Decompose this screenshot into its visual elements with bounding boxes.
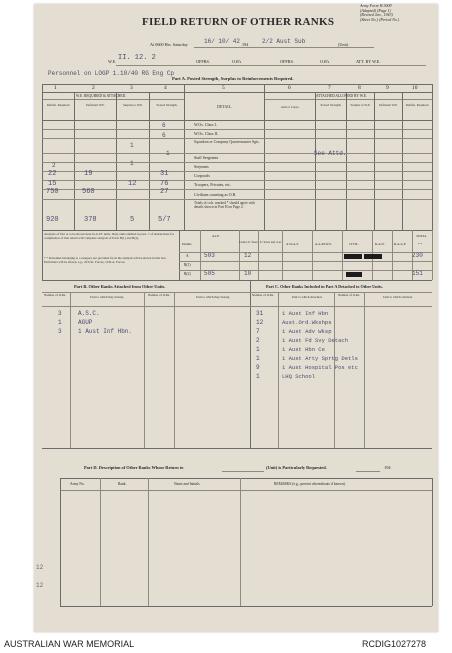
part-c-hand-n3: 7 [256,328,260,335]
analysis-h-total: TOTAL [416,234,427,238]
part-d-col-remarks: REMARKS (e.g., present whereabouts if known). [274,482,346,486]
part-c-hand-n5: 1 [256,346,260,353]
hand-c2-r9: 920 [46,216,59,224]
hand-c4-r5: 1 [130,160,134,167]
part-d-col-army-no: Army No. [70,482,85,486]
col-header-surplus: Surplus to W.E. [122,103,143,107]
col-num-3: 3 [130,85,133,91]
col-num-7: 7 [328,85,331,91]
part-c-hand-u1: 1 Aust Inf Hbn [282,310,329,317]
part-c-hand-u4: 1 Aust Fd Svy Detach [282,337,349,344]
part-b-col2: Unit to which they belong. [89,295,125,299]
at-line-date: 16/ 10/ 42 [204,38,241,45]
analysis-hand-u21-b2: 10 [244,270,252,277]
col-num-5: 5 [222,85,225,91]
unit-hand: 2/2 Aust Sub [262,38,306,45]
col-header-reinfts-2: Reinfts. Required. [405,103,430,107]
detail-troopers: Troopers, Privates, etc. [194,182,231,187]
part-a-heading: Part A. Posted Strength, Surplus to Reinforcements Required. [172,76,294,81]
analysis-total-b2: 151 [412,270,423,277]
analysis-total-a: 230 [412,252,423,259]
detail-totals: Totals of cols. marked * should agree with details shown in Part H on Page 2. [194,201,256,209]
analysis-h-under21: Under 21 Years [239,240,258,244]
detail-cqms: Squadron or Company Quartermaster Sgts. [194,140,260,144]
part-b-col1: Number of O.Rs. [44,293,66,297]
part-c-hand-n6: 1 [256,355,260,362]
analysis-h-details: Details [182,242,192,246]
detail-wo2: W.Os. Class II. [194,131,219,136]
part-d-col-name: Name and Initials. [174,482,201,486]
part-c-col1: Number of O.Rs. [252,293,274,297]
analysis-hand-u21: 12 [244,252,252,259]
col-header-deficient: Deficient W.E. [86,103,105,107]
col-num-1: 1 [54,85,57,91]
form-ref-line3: (Revised Jan., 1943) [360,12,393,18]
part-c-hand-u7: 1 Aust Hospital Pos etc [282,364,358,371]
hand-c2-r5: 22 [48,170,57,178]
detail-civilians: Civilians counting as O.R. [194,192,237,197]
col-header-detail: DETAIL. [216,104,233,109]
col-header-posted-2: Posted Strength. [320,103,342,107]
col-header-arm: Arm or Corps. [280,105,300,109]
we-label: W.E. [108,59,117,64]
analysis-h-21over: 21 Years and over [259,240,282,244]
analysis-row-b1: B(1) [184,263,191,267]
part-d-year: 194 [384,465,391,470]
hand-c5-r1: 6 [162,122,166,129]
personnel-note: Personnel on LOGP 1.10/40 RG Eng Cp [48,70,175,77]
part-c-hand-u2: Aust.Ord.Wkshps [282,319,332,326]
hand-c4-r3: 1 [130,142,134,149]
hand-c3-r9: 378 [84,216,97,224]
analysis-h-raaf: R.A.A.F. [394,242,407,246]
hand-c5-r2: 6 [162,132,166,139]
hand-c1-r5: 2 [52,162,56,169]
part-c-hand-n2: 12 [256,319,264,326]
footer-institution: AUSTRALIAN WAR MEMORIAL [4,639,135,649]
part-c-hand-n8: 1 [256,373,260,380]
analysis-h-aamws: A.A.M.W.S. [315,242,332,246]
hand-c2-r6: 15 [48,180,57,188]
part-b-col3: Number of O.Rs. [148,293,170,297]
analysis-h-other: * * [418,242,423,246]
form-title: FIELD RETURN OF OTHER RANKS [142,16,335,28]
part-d-col-rank: Rank. [118,482,127,486]
part-d-heading-mid: (Unit) is Particularly Requested. [266,465,327,470]
analysis-h-aif: A.I.F. [212,234,220,238]
form-ref-line1: Army Form W.3009 [360,3,392,8]
part-c-hand-n7: 9 [256,364,260,371]
offrs-label-1: OFFRS. [196,59,210,64]
part-d-heading: Part D. Description of Other Ranks Whose Return to [84,465,184,470]
redaction-mark-3 [346,272,362,277]
part-b-heading: Part B. Other Ranks Attached from Other Units. [74,284,166,289]
analysis-h-awas: A.W.A.S. [286,242,300,246]
or-label-2: O.R's [320,59,330,64]
part-b-hand-u1: A.S.C. [78,310,100,317]
part-c-hand-u6: 1 Aust Arty Sprtg Detls [282,355,358,362]
analysis-footnote: * * Personnel belonging to a category not provided for in the analysis will be shown in this box. Particulars will be shown, e.g., 20 U.K. Forces, 10 R.A. Forces. [44,256,167,264]
analysis-row-a: A [186,254,189,258]
part-c-hand-u3: 1 Aust Adv Wksp [282,328,332,335]
analysis-h-civil: CIVIL. [349,242,359,246]
col-num-9: 9 [386,85,389,91]
col-num-10: 10 [412,85,418,91]
col-num-2: 2 [92,85,95,91]
hand-c5-r7: 27 [160,188,169,196]
hand-c5-r9: 5/7 [158,216,171,224]
part-c-heading: Part C. Other Ranks Included in Part A Detached to Other Units. [266,284,383,289]
part-b-hand-n3: 3 [58,328,62,335]
att-label: ATT. BY W.E. [356,59,381,64]
at-line-label: At 0600 Hrs. Saturday [150,42,188,47]
offrs-label-2: OFFRS. [280,59,294,64]
detail-serjeants: Serjeants [194,164,209,169]
footer-record-id: RCDIG1027278 [362,639,427,649]
form-ref-line4: (Sheet No.) (Period No.) [360,16,400,22]
col-header-reinfts: Reinfts. Required. [46,103,71,107]
detail-corporals: Corporals [194,173,210,178]
part-b-hand-n2: 1 [58,319,62,326]
col-header-deficient-2: Deficient W.E. [379,103,398,107]
part-b-hand-u2: AGUP [78,319,93,326]
col-num-4: 4 [164,85,167,91]
part-c-hand-n1: 31 [256,310,264,317]
hand-c5-r6: 76 [160,180,169,188]
analysis-h-ran: R.A.N. [375,242,385,246]
part-c-col2: Unit to which detached. [291,295,323,299]
analysis-hand-b2: 505 [204,270,215,277]
form-reference [360,4,399,22]
col-header-surplus-2: Surplus to W.E. [350,103,371,107]
hand-c5-r5: 31 [160,170,169,178]
hand-c3-r5: 19 [84,170,93,178]
part-c-hand-n4: 2 [256,337,260,344]
part-c-col3: Number of O.Rs. [338,293,360,297]
part-c-hand-u8: LHQ School [282,373,316,380]
form-sheet [34,4,438,632]
hand-c2-r7: 750 [46,188,59,196]
hand-c3-r7: 560 [82,188,95,196]
redaction-mark-1 [344,254,362,259]
or-label-1: O.R's [232,59,242,64]
detail-wo1: W.Os. Class I. [194,122,217,127]
unit-label: (Unit) [338,42,349,47]
part-b-col4: Unit to which they belong. [195,295,231,299]
hand-c4-r6: 12 [128,180,137,188]
col-num-6: 6 [288,85,291,91]
hand-c5-r4: 1 [166,150,170,157]
margin-hand-2: 12 [36,582,44,589]
margin-hand-1: 12 [36,564,44,571]
we-group-header: W.E. REQUIRED & ATTACHED. [76,93,127,98]
archive-footer [0,636,452,653]
analysis-hand-a: 503 [204,252,215,259]
part-c-col4: Unit to which attached. [383,295,413,299]
detail-staff-sgts: Staff Sergeants [194,155,219,160]
we-hand: II. 12. 2 [118,54,156,62]
hand-c4-r9: 5 [130,216,135,224]
at-year: 194 [242,42,249,47]
analysis-note: Analysis of Part A to be shown here in A.I.F. units. Only units entitled in para. 7 of instructions for compilation of this return will complete analysis of Parts B(1) and B(2). [44,232,174,240]
col-header-posted: Posted Strength. [156,103,178,107]
part-c-hand-u5: 1 Aust Hbn Ce [282,346,325,353]
analysis-row-b2: B(2) [184,272,191,276]
part-b-hand-n1: 3 [58,310,62,317]
hand-attached-note: See Attd. [314,150,347,157]
col-num-8: 8 [358,85,361,91]
redaction-mark-2 [364,254,382,259]
form-ref-line2: (Adapted) (Page 1) [360,7,391,13]
part-b-hand-u3: 1 Aust Inf Hbn. [78,328,133,335]
attached-group-header: ATTACHED ALLOWED BY W.E. [316,93,367,98]
